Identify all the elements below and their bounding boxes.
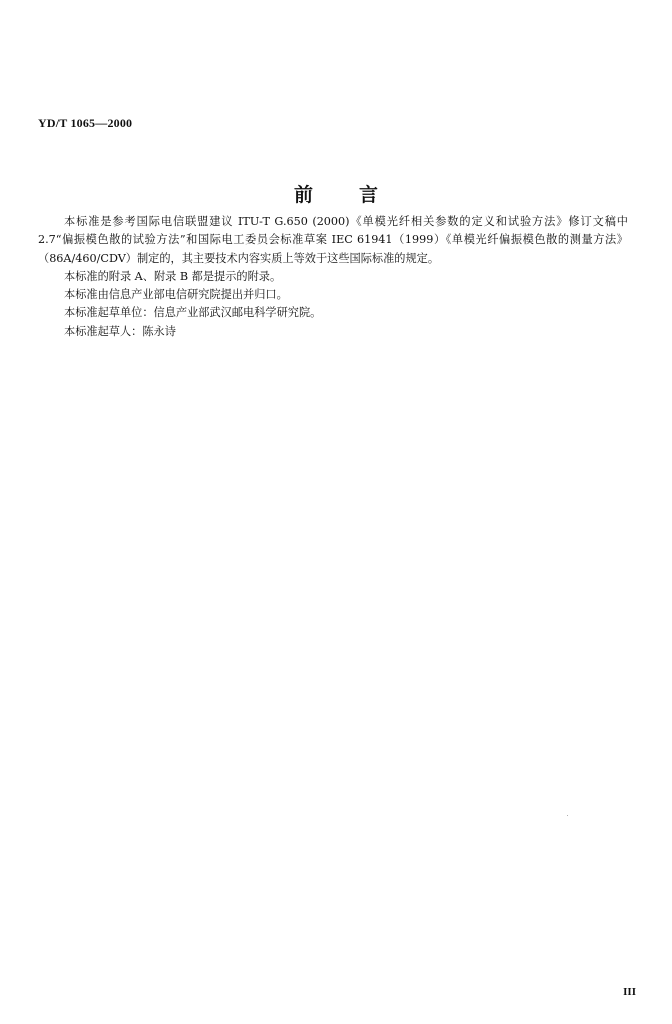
paragraph-proposed-by: 本标准由信息产业部电信研究院提出并归口。 [64, 288, 288, 302]
paragraph-drafting-unit: 本标准起草单位：信息产业部武汉邮电科学研究院。 [64, 306, 322, 320]
page-title: 前言 [293, 184, 424, 206]
scan-speck [567, 815, 568, 816]
page-number: III [623, 986, 636, 998]
paragraph-appendices: 本标准的附录 A、附录 B 都是提示的附录。 [64, 269, 282, 283]
paragraph-drafter: 本标准起草人：陈永诗 [64, 324, 176, 338]
document-code: YD/T 1065—2000 [38, 116, 133, 130]
paragraph-reference-standards: 本标准是参考国际电信联盟建议 ITU-T G.650 (2000)《单模光纤相关参数的定义和试验方法》修订文稿中 2.7“偏振模色散的试验方法”和国际电工委员会标准草案 IEC 61941（1999）《单模光纤偏振模色散的测量方法》（86A/460/CDV）制定的，其主要技术内容实质上等效于这些国际标准的规定。 [38, 215, 628, 265]
foreword-body [38, 213, 628, 341]
